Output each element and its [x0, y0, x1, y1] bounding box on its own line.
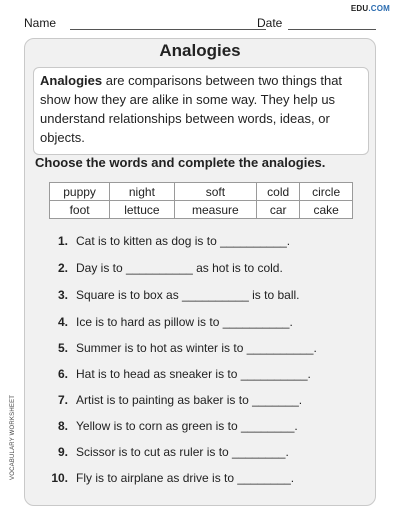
intro-box: [33, 67, 369, 155]
question-text: Square is to box as __________ is to ball.: [76, 288, 300, 302]
instruction-text: Choose the words and complete the analogies.: [35, 155, 326, 170]
side-label: VOCABULARY WORKSHEET: [10, 394, 16, 480]
word-bank-cell: measure: [174, 201, 257, 219]
intro-keyword: Analogies: [40, 73, 103, 88]
word-bank-cell: lettuce: [110, 201, 174, 219]
word-bank-cell: cake: [300, 201, 353, 219]
word-bank-cell: foot: [50, 201, 110, 219]
question-item: [46, 315, 293, 329]
intro-text: are comparisons between two things that show how they are alike in some way. They help us understand relationships between words, ideas, or objects.: [40, 73, 343, 145]
word-bank-cell: night: [110, 183, 174, 201]
word-bank-cell: car: [257, 201, 300, 219]
question-item: [46, 261, 283, 275]
question-text: Fly is to airplane as drive is to ________.: [76, 471, 295, 485]
question-number: 10.: [51, 471, 68, 485]
question-number: 1.: [57, 234, 68, 248]
question-text: Ice is to hard as pillow is to __________.: [76, 315, 293, 329]
question-item: [46, 445, 289, 459]
word-bank-cell: circle: [300, 183, 353, 201]
question-item: [46, 393, 302, 407]
question-number: 3.: [57, 288, 68, 302]
date-field[interactable]: [288, 29, 376, 30]
question-item: [46, 288, 300, 302]
word-bank-row: [50, 183, 353, 201]
name-date-row: [16, 16, 380, 32]
question-item: [46, 234, 290, 248]
question-text: Cat is to kitten as dog is to __________.: [76, 234, 291, 248]
question-text: Day is to __________ as hot is to cold.: [76, 261, 283, 275]
name-field[interactable]: [70, 29, 266, 30]
name-label: Name: [24, 16, 57, 30]
question-text: Hat is to head as sneaker is to __________.: [76, 367, 311, 381]
question-text: Artist is to painting as baker is to _______.: [76, 393, 303, 407]
question-number: 4.: [57, 315, 68, 329]
question-text: Yellow is to corn as green is to ________.: [76, 419, 298, 433]
question-number: 9.: [57, 445, 68, 459]
question-text: Scissor is to cut as ruler is to ________.: [76, 445, 289, 459]
question-item: [46, 471, 294, 485]
page-title: Analogies: [159, 41, 241, 60]
question-number: 5.: [57, 341, 68, 355]
word-bank-row: [50, 201, 353, 219]
question-number: 2.: [57, 261, 68, 275]
question-item: [46, 367, 311, 381]
word-bank-cell: cold: [257, 183, 300, 201]
question-text: Summer is to hot as winter is to __________.: [76, 341, 317, 355]
word-bank-table: [49, 182, 353, 219]
worksheet-panel: [24, 38, 376, 506]
brand-logo: [351, 4, 390, 13]
word-bank-cell: puppy: [50, 183, 110, 201]
question-item: [46, 419, 298, 433]
logo-suffix: .COM: [368, 4, 390, 13]
word-bank-cell: soft: [174, 183, 257, 201]
date-label: Date: [257, 16, 283, 30]
question-number: 8.: [57, 419, 68, 433]
question-number: 7.: [57, 393, 68, 407]
question-number: 6.: [57, 367, 68, 381]
logo-brand: EDU: [350, 4, 369, 13]
question-item: [46, 341, 317, 355]
